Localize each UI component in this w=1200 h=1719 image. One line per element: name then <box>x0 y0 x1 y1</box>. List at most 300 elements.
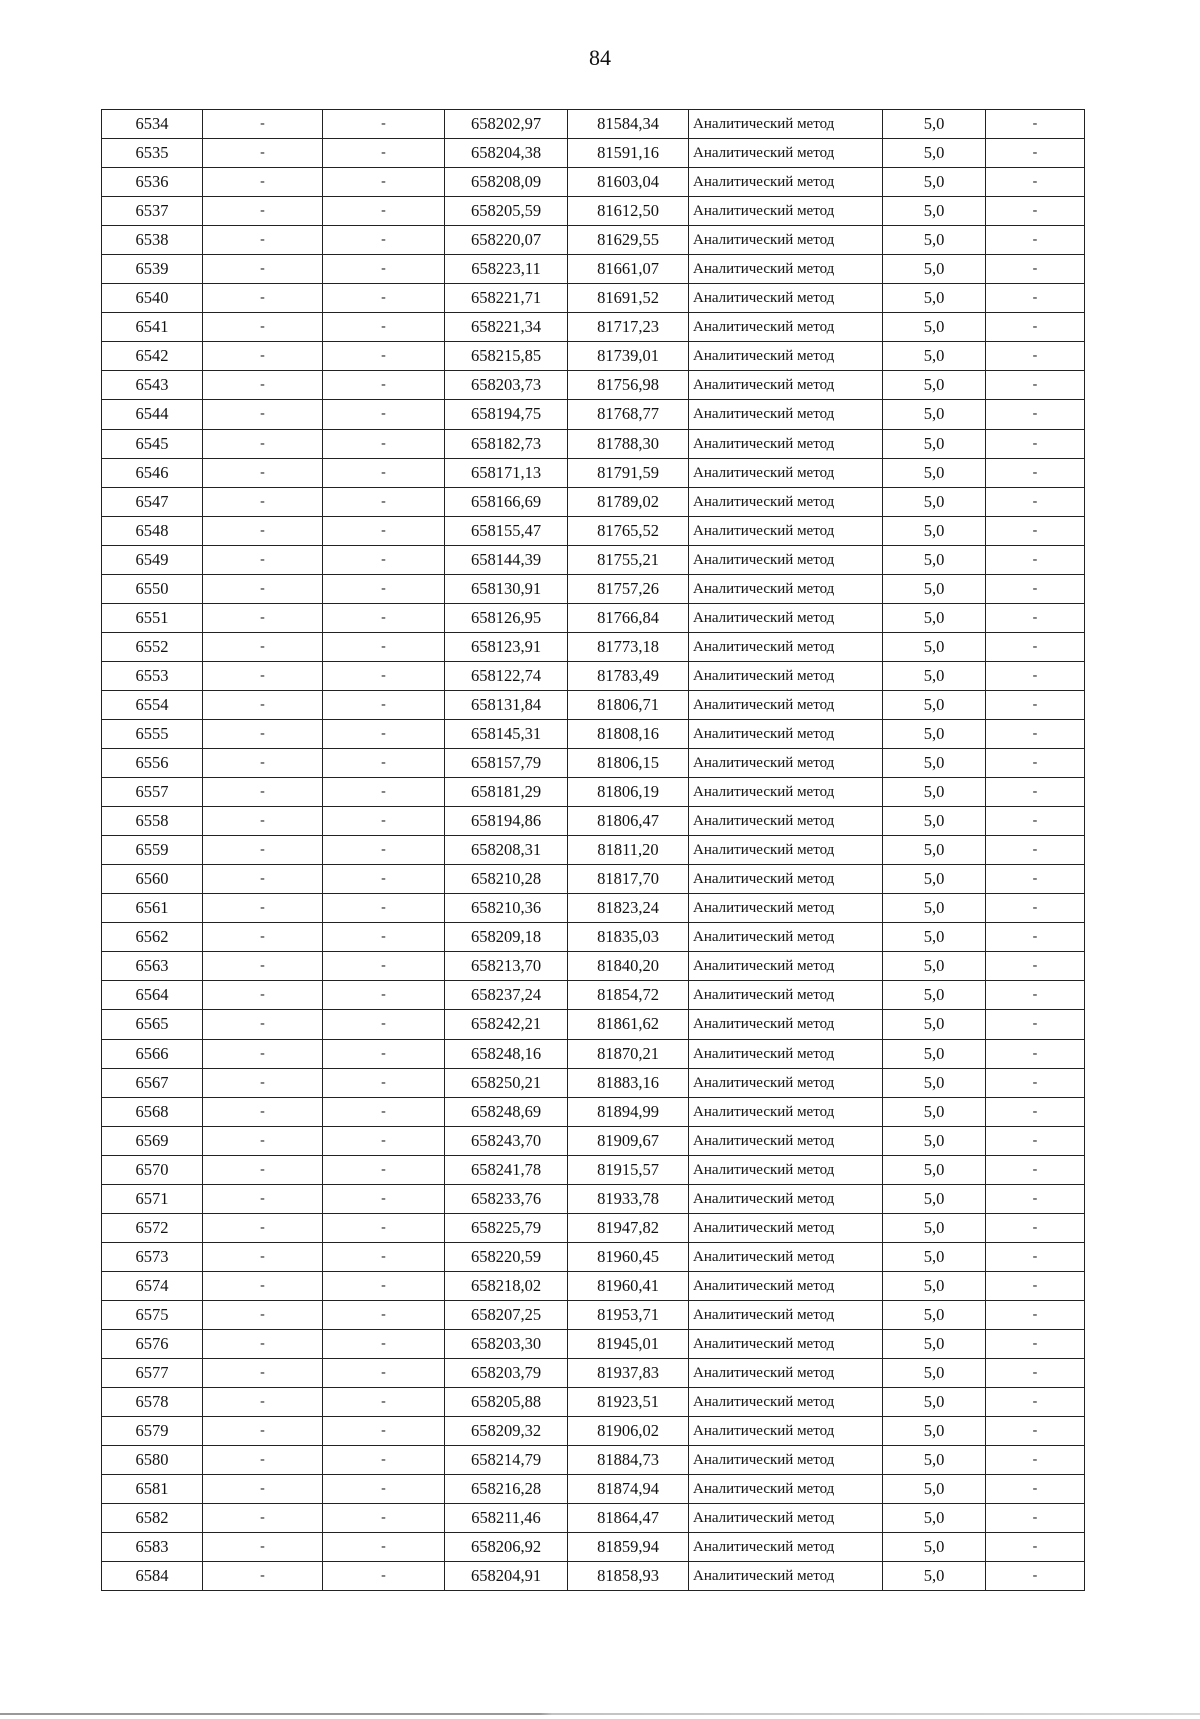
col8-cell: - <box>986 429 1085 458</box>
point-number-cell: 6549 <box>102 545 203 574</box>
col2-cell: - <box>203 1039 323 1068</box>
table-row <box>102 807 1085 836</box>
accuracy-cell: 5,0 <box>883 400 986 429</box>
y-coordinate-cell: 81783,49 <box>568 661 689 690</box>
method-cell: Аналитический метод <box>689 458 883 487</box>
col2-cell: - <box>203 1068 323 1097</box>
col3-cell: - <box>323 836 445 865</box>
x-coordinate-cell: 658204,91 <box>445 1562 568 1591</box>
table-row <box>102 1213 1085 1242</box>
col8-cell: - <box>986 1126 1085 1155</box>
col2-cell: - <box>203 1504 323 1533</box>
col8-cell: - <box>986 226 1085 255</box>
table-row <box>102 1126 1085 1155</box>
col3-cell: - <box>323 1504 445 1533</box>
col8-cell: - <box>986 139 1085 168</box>
col8-cell: - <box>986 1446 1085 1475</box>
accuracy-cell: 5,0 <box>883 1242 986 1271</box>
accuracy-cell: 5,0 <box>883 1213 986 1242</box>
col3-cell: - <box>323 1562 445 1591</box>
col8-cell: - <box>986 342 1085 371</box>
y-coordinate-cell: 81960,41 <box>568 1271 689 1300</box>
x-coordinate-cell: 658216,28 <box>445 1475 568 1504</box>
accuracy-cell: 5,0 <box>883 981 986 1010</box>
col3-cell: - <box>323 429 445 458</box>
x-coordinate-cell: 658126,95 <box>445 603 568 632</box>
table-row <box>102 749 1085 778</box>
x-coordinate-cell: 658210,36 <box>445 894 568 923</box>
method-cell: Аналитический метод <box>689 1271 883 1300</box>
col8-cell: - <box>986 1242 1085 1271</box>
col3-cell: - <box>323 168 445 197</box>
method-cell: Аналитический метод <box>689 255 883 284</box>
method-cell: Аналитический метод <box>689 1242 883 1271</box>
accuracy-cell: 5,0 <box>883 371 986 400</box>
x-coordinate-cell: 658202,97 <box>445 110 568 139</box>
accuracy-cell: 5,0 <box>883 1039 986 1068</box>
method-cell: Аналитический метод <box>689 1533 883 1562</box>
col2-cell: - <box>203 1271 323 1300</box>
col3-cell: - <box>323 1097 445 1126</box>
col2-cell: - <box>203 545 323 574</box>
point-number-cell: 6556 <box>102 749 203 778</box>
accuracy-cell: 5,0 <box>883 719 986 748</box>
col2-cell: - <box>203 778 323 807</box>
col2-cell: - <box>203 342 323 371</box>
col3-cell: - <box>323 1126 445 1155</box>
accuracy-cell: 5,0 <box>883 661 986 690</box>
accuracy-cell: 5,0 <box>883 1300 986 1329</box>
y-coordinate-cell: 81789,02 <box>568 487 689 516</box>
point-number-cell: 6537 <box>102 197 203 226</box>
col3-cell: - <box>323 487 445 516</box>
col8-cell: - <box>986 1097 1085 1126</box>
method-cell: Аналитический метод <box>689 168 883 197</box>
accuracy-cell: 5,0 <box>883 458 986 487</box>
x-coordinate-cell: 658250,21 <box>445 1068 568 1097</box>
col2-cell: - <box>203 981 323 1010</box>
col3-cell: - <box>323 690 445 719</box>
point-number-cell: 6583 <box>102 1533 203 1562</box>
col8-cell: - <box>986 981 1085 1010</box>
method-cell: Аналитический метод <box>689 894 883 923</box>
method-cell: Аналитический метод <box>689 1504 883 1533</box>
col3-cell: - <box>323 1329 445 1358</box>
method-cell: Аналитический метод <box>689 1039 883 1068</box>
col8-cell: - <box>986 836 1085 865</box>
method-cell: Аналитический метод <box>689 487 883 516</box>
point-number-cell: 6569 <box>102 1126 203 1155</box>
col3-cell: - <box>323 1155 445 1184</box>
col2-cell: - <box>203 807 323 836</box>
col3-cell: - <box>323 894 445 923</box>
x-coordinate-cell: 658194,75 <box>445 400 568 429</box>
x-coordinate-cell: 658208,31 <box>445 836 568 865</box>
table-row <box>102 1039 1085 1068</box>
method-cell: Аналитический метод <box>689 284 883 313</box>
col3-cell: - <box>323 1533 445 1562</box>
col2-cell: - <box>203 1010 323 1039</box>
accuracy-cell: 5,0 <box>883 1126 986 1155</box>
method-cell: Аналитический метод <box>689 1329 883 1358</box>
y-coordinate-cell: 81612,50 <box>568 197 689 226</box>
col2-cell: - <box>203 923 323 952</box>
col8-cell: - <box>986 197 1085 226</box>
col2-cell: - <box>203 1097 323 1126</box>
x-coordinate-cell: 658221,71 <box>445 284 568 313</box>
y-coordinate-cell: 81584,34 <box>568 110 689 139</box>
col2-cell: - <box>203 1446 323 1475</box>
x-coordinate-cell: 658233,76 <box>445 1184 568 1213</box>
method-cell: Аналитический метод <box>689 1155 883 1184</box>
point-number-cell: 6544 <box>102 400 203 429</box>
table-row <box>102 487 1085 516</box>
x-coordinate-cell: 658181,29 <box>445 778 568 807</box>
x-coordinate-cell: 658241,78 <box>445 1155 568 1184</box>
x-coordinate-cell: 658155,47 <box>445 516 568 545</box>
y-coordinate-cell: 81923,51 <box>568 1388 689 1417</box>
x-coordinate-cell: 658225,79 <box>445 1213 568 1242</box>
col2-cell: - <box>203 719 323 748</box>
table-row <box>102 429 1085 458</box>
point-number-cell: 6545 <box>102 429 203 458</box>
method-cell: Аналитический метод <box>689 1184 883 1213</box>
x-coordinate-cell: 658145,31 <box>445 719 568 748</box>
method-cell: Аналитический метод <box>689 1388 883 1417</box>
col8-cell: - <box>986 371 1085 400</box>
point-number-cell: 6584 <box>102 1562 203 1591</box>
col8-cell: - <box>986 807 1085 836</box>
accuracy-cell: 5,0 <box>883 952 986 981</box>
table-row <box>102 690 1085 719</box>
table-row <box>102 1010 1085 1039</box>
col8-cell: - <box>986 313 1085 342</box>
accuracy-cell: 5,0 <box>883 1155 986 1184</box>
method-cell: Аналитический метод <box>689 110 883 139</box>
method-cell: Аналитический метод <box>689 1097 883 1126</box>
col2-cell: - <box>203 836 323 865</box>
method-cell: Аналитический метод <box>689 1068 883 1097</box>
table-row <box>102 1417 1085 1446</box>
accuracy-cell: 5,0 <box>883 894 986 923</box>
x-coordinate-cell: 658207,25 <box>445 1300 568 1329</box>
col8-cell: - <box>986 1155 1085 1184</box>
col2-cell: - <box>203 574 323 603</box>
x-coordinate-cell: 658242,21 <box>445 1010 568 1039</box>
accuracy-cell: 5,0 <box>883 632 986 661</box>
col2-cell: - <box>203 400 323 429</box>
table-row <box>102 1533 1085 1562</box>
point-number-cell: 6546 <box>102 458 203 487</box>
point-number-cell: 6563 <box>102 952 203 981</box>
col8-cell: - <box>986 458 1085 487</box>
method-cell: Аналитический метод <box>689 371 883 400</box>
point-number-cell: 6534 <box>102 110 203 139</box>
col8-cell: - <box>986 603 1085 632</box>
col3-cell: - <box>323 632 445 661</box>
accuracy-cell: 5,0 <box>883 749 986 778</box>
y-coordinate-cell: 81859,94 <box>568 1533 689 1562</box>
table-row <box>102 952 1085 981</box>
col3-cell: - <box>323 603 445 632</box>
point-number-cell: 6568 <box>102 1097 203 1126</box>
point-number-cell: 6552 <box>102 632 203 661</box>
col2-cell: - <box>203 516 323 545</box>
table-row <box>102 371 1085 400</box>
col2-cell: - <box>203 458 323 487</box>
x-coordinate-cell: 658248,16 <box>445 1039 568 1068</box>
accuracy-cell: 5,0 <box>883 516 986 545</box>
col8-cell: - <box>986 400 1085 429</box>
col8-cell: - <box>986 1068 1085 1097</box>
method-cell: Аналитический метод <box>689 1475 883 1504</box>
y-coordinate-cell: 81766,84 <box>568 603 689 632</box>
col3-cell: - <box>323 226 445 255</box>
col8-cell: - <box>986 1533 1085 1562</box>
table-row <box>102 981 1085 1010</box>
point-number-cell: 6548 <box>102 516 203 545</box>
col2-cell: - <box>203 255 323 284</box>
col2-cell: - <box>203 487 323 516</box>
y-coordinate-cell: 81861,62 <box>568 1010 689 1039</box>
col8-cell: - <box>986 1475 1085 1504</box>
x-coordinate-cell: 658123,91 <box>445 632 568 661</box>
x-coordinate-cell: 658171,13 <box>445 458 568 487</box>
point-number-cell: 6573 <box>102 1242 203 1271</box>
col8-cell: - <box>986 778 1085 807</box>
col3-cell: - <box>323 110 445 139</box>
accuracy-cell: 5,0 <box>883 255 986 284</box>
y-coordinate-cell: 81933,78 <box>568 1184 689 1213</box>
x-coordinate-cell: 658218,02 <box>445 1271 568 1300</box>
table-row <box>102 1446 1085 1475</box>
table-row <box>102 894 1085 923</box>
col3-cell: - <box>323 1242 445 1271</box>
col2-cell: - <box>203 371 323 400</box>
point-number-cell: 6565 <box>102 1010 203 1039</box>
accuracy-cell: 5,0 <box>883 603 986 632</box>
x-coordinate-cell: 658248,69 <box>445 1097 568 1126</box>
col3-cell: - <box>323 255 445 284</box>
accuracy-cell: 5,0 <box>883 1184 986 1213</box>
accuracy-cell: 5,0 <box>883 487 986 516</box>
point-number-cell: 6550 <box>102 574 203 603</box>
col2-cell: - <box>203 603 323 632</box>
y-coordinate-cell: 81691,52 <box>568 284 689 313</box>
point-number-cell: 6560 <box>102 865 203 894</box>
y-coordinate-cell: 81894,99 <box>568 1097 689 1126</box>
point-number-cell: 6558 <box>102 807 203 836</box>
col8-cell: - <box>986 516 1085 545</box>
table-row <box>102 168 1085 197</box>
point-number-cell: 6581 <box>102 1475 203 1504</box>
col8-cell: - <box>986 923 1085 952</box>
col8-cell: - <box>986 749 1085 778</box>
method-cell: Аналитический метод <box>689 1126 883 1155</box>
col3-cell: - <box>323 865 445 894</box>
method-cell: Аналитический метод <box>689 952 883 981</box>
accuracy-cell: 5,0 <box>883 1097 986 1126</box>
col8-cell: - <box>986 1504 1085 1533</box>
y-coordinate-cell: 81717,23 <box>568 313 689 342</box>
col2-cell: - <box>203 1155 323 1184</box>
col3-cell: - <box>323 1388 445 1417</box>
table-row <box>102 1504 1085 1533</box>
accuracy-cell: 5,0 <box>883 110 986 139</box>
col8-cell: - <box>986 1010 1085 1039</box>
col3-cell: - <box>323 1446 445 1475</box>
method-cell: Аналитический метод <box>689 661 883 690</box>
table-row <box>102 632 1085 661</box>
col8-cell: - <box>986 1213 1085 1242</box>
point-number-cell: 6571 <box>102 1184 203 1213</box>
col2-cell: - <box>203 1329 323 1358</box>
col3-cell: - <box>323 981 445 1010</box>
accuracy-cell: 5,0 <box>883 865 986 894</box>
x-coordinate-cell: 658243,70 <box>445 1126 568 1155</box>
accuracy-cell: 5,0 <box>883 1388 986 1417</box>
point-number-cell: 6567 <box>102 1068 203 1097</box>
col3-cell: - <box>323 1417 445 1446</box>
point-number-cell: 6582 <box>102 1504 203 1533</box>
table-row <box>102 1097 1085 1126</box>
point-number-cell: 6543 <box>102 371 203 400</box>
col8-cell: - <box>986 632 1085 661</box>
x-coordinate-cell: 658182,73 <box>445 429 568 458</box>
table-row <box>102 110 1085 139</box>
point-number-cell: 6535 <box>102 139 203 168</box>
point-number-cell: 6554 <box>102 690 203 719</box>
method-cell: Аналитический метод <box>689 1300 883 1329</box>
x-coordinate-cell: 658209,32 <box>445 1417 568 1446</box>
col8-cell: - <box>986 1562 1085 1591</box>
x-coordinate-cell: 658157,79 <box>445 749 568 778</box>
table-row <box>102 1475 1085 1504</box>
method-cell: Аналитический метод <box>689 749 883 778</box>
y-coordinate-cell: 81915,57 <box>568 1155 689 1184</box>
col8-cell: - <box>986 487 1085 516</box>
col3-cell: - <box>323 197 445 226</box>
accuracy-cell: 5,0 <box>883 139 986 168</box>
y-coordinate-cell: 81909,67 <box>568 1126 689 1155</box>
col3-cell: - <box>323 1068 445 1097</box>
table-row <box>102 574 1085 603</box>
col3-cell: - <box>323 342 445 371</box>
accuracy-cell: 5,0 <box>883 1504 986 1533</box>
col2-cell: - <box>203 894 323 923</box>
point-number-cell: 6551 <box>102 603 203 632</box>
col8-cell: - <box>986 661 1085 690</box>
method-cell: Аналитический метод <box>689 1562 883 1591</box>
point-number-cell: 6562 <box>102 923 203 952</box>
accuracy-cell: 5,0 <box>883 197 986 226</box>
x-coordinate-cell: 658220,07 <box>445 226 568 255</box>
point-number-cell: 6555 <box>102 719 203 748</box>
col8-cell: - <box>986 574 1085 603</box>
method-cell: Аналитический метод <box>689 139 883 168</box>
accuracy-cell: 5,0 <box>883 313 986 342</box>
point-number-cell: 6561 <box>102 894 203 923</box>
accuracy-cell: 5,0 <box>883 1068 986 1097</box>
col3-cell: - <box>323 1359 445 1388</box>
accuracy-cell: 5,0 <box>883 836 986 865</box>
point-number-cell: 6536 <box>102 168 203 197</box>
x-coordinate-cell: 658215,85 <box>445 342 568 371</box>
point-number-cell: 6575 <box>102 1300 203 1329</box>
table-row <box>102 1562 1085 1591</box>
method-cell: Аналитический метод <box>689 1010 883 1039</box>
method-cell: Аналитический метод <box>689 574 883 603</box>
accuracy-cell: 5,0 <box>883 778 986 807</box>
table-body <box>102 110 1085 1591</box>
col2-cell: - <box>203 1417 323 1446</box>
col2-cell: - <box>203 690 323 719</box>
col8-cell: - <box>986 865 1085 894</box>
col3-cell: - <box>323 545 445 574</box>
method-cell: Аналитический метод <box>689 981 883 1010</box>
accuracy-cell: 5,0 <box>883 342 986 371</box>
point-number-cell: 6540 <box>102 284 203 313</box>
method-cell: Аналитический метод <box>689 1359 883 1388</box>
col3-cell: - <box>323 1300 445 1329</box>
y-coordinate-cell: 81840,20 <box>568 952 689 981</box>
y-coordinate-cell: 81765,52 <box>568 516 689 545</box>
col8-cell: - <box>986 1359 1085 1388</box>
y-coordinate-cell: 81960,45 <box>568 1242 689 1271</box>
col3-cell: - <box>323 719 445 748</box>
method-cell: Аналитический метод <box>689 226 883 255</box>
point-number-cell: 6541 <box>102 313 203 342</box>
col3-cell: - <box>323 574 445 603</box>
method-cell: Аналитический метод <box>689 719 883 748</box>
x-coordinate-cell: 658237,24 <box>445 981 568 1010</box>
table-row <box>102 284 1085 313</box>
y-coordinate-cell: 81739,01 <box>568 342 689 371</box>
accuracy-cell: 5,0 <box>883 574 986 603</box>
accuracy-cell: 5,0 <box>883 545 986 574</box>
x-coordinate-cell: 658204,38 <box>445 139 568 168</box>
table-row <box>102 865 1085 894</box>
col3-cell: - <box>323 284 445 313</box>
col2-cell: - <box>203 749 323 778</box>
col2-cell: - <box>203 313 323 342</box>
col3-cell: - <box>323 807 445 836</box>
col8-cell: - <box>986 255 1085 284</box>
col2-cell: - <box>203 197 323 226</box>
x-coordinate-cell: 658203,79 <box>445 1359 568 1388</box>
accuracy-cell: 5,0 <box>883 1446 986 1475</box>
x-coordinate-cell: 658166,69 <box>445 487 568 516</box>
method-cell: Аналитический метод <box>689 545 883 574</box>
col2-cell: - <box>203 865 323 894</box>
table-row <box>102 923 1085 952</box>
point-number-cell: 6574 <box>102 1271 203 1300</box>
y-coordinate-cell: 81773,18 <box>568 632 689 661</box>
x-coordinate-cell: 658209,18 <box>445 923 568 952</box>
point-number-cell: 6557 <box>102 778 203 807</box>
method-cell: Аналитический метод <box>689 1446 883 1475</box>
col2-cell: - <box>203 952 323 981</box>
y-coordinate-cell: 81768,77 <box>568 400 689 429</box>
x-coordinate-cell: 658130,91 <box>445 574 568 603</box>
col8-cell: - <box>986 168 1085 197</box>
table-row <box>102 1388 1085 1417</box>
col2-cell: - <box>203 1562 323 1591</box>
col2-cell: - <box>203 1475 323 1504</box>
col3-cell: - <box>323 313 445 342</box>
col8-cell: - <box>986 284 1085 313</box>
col2-cell: - <box>203 1388 323 1417</box>
